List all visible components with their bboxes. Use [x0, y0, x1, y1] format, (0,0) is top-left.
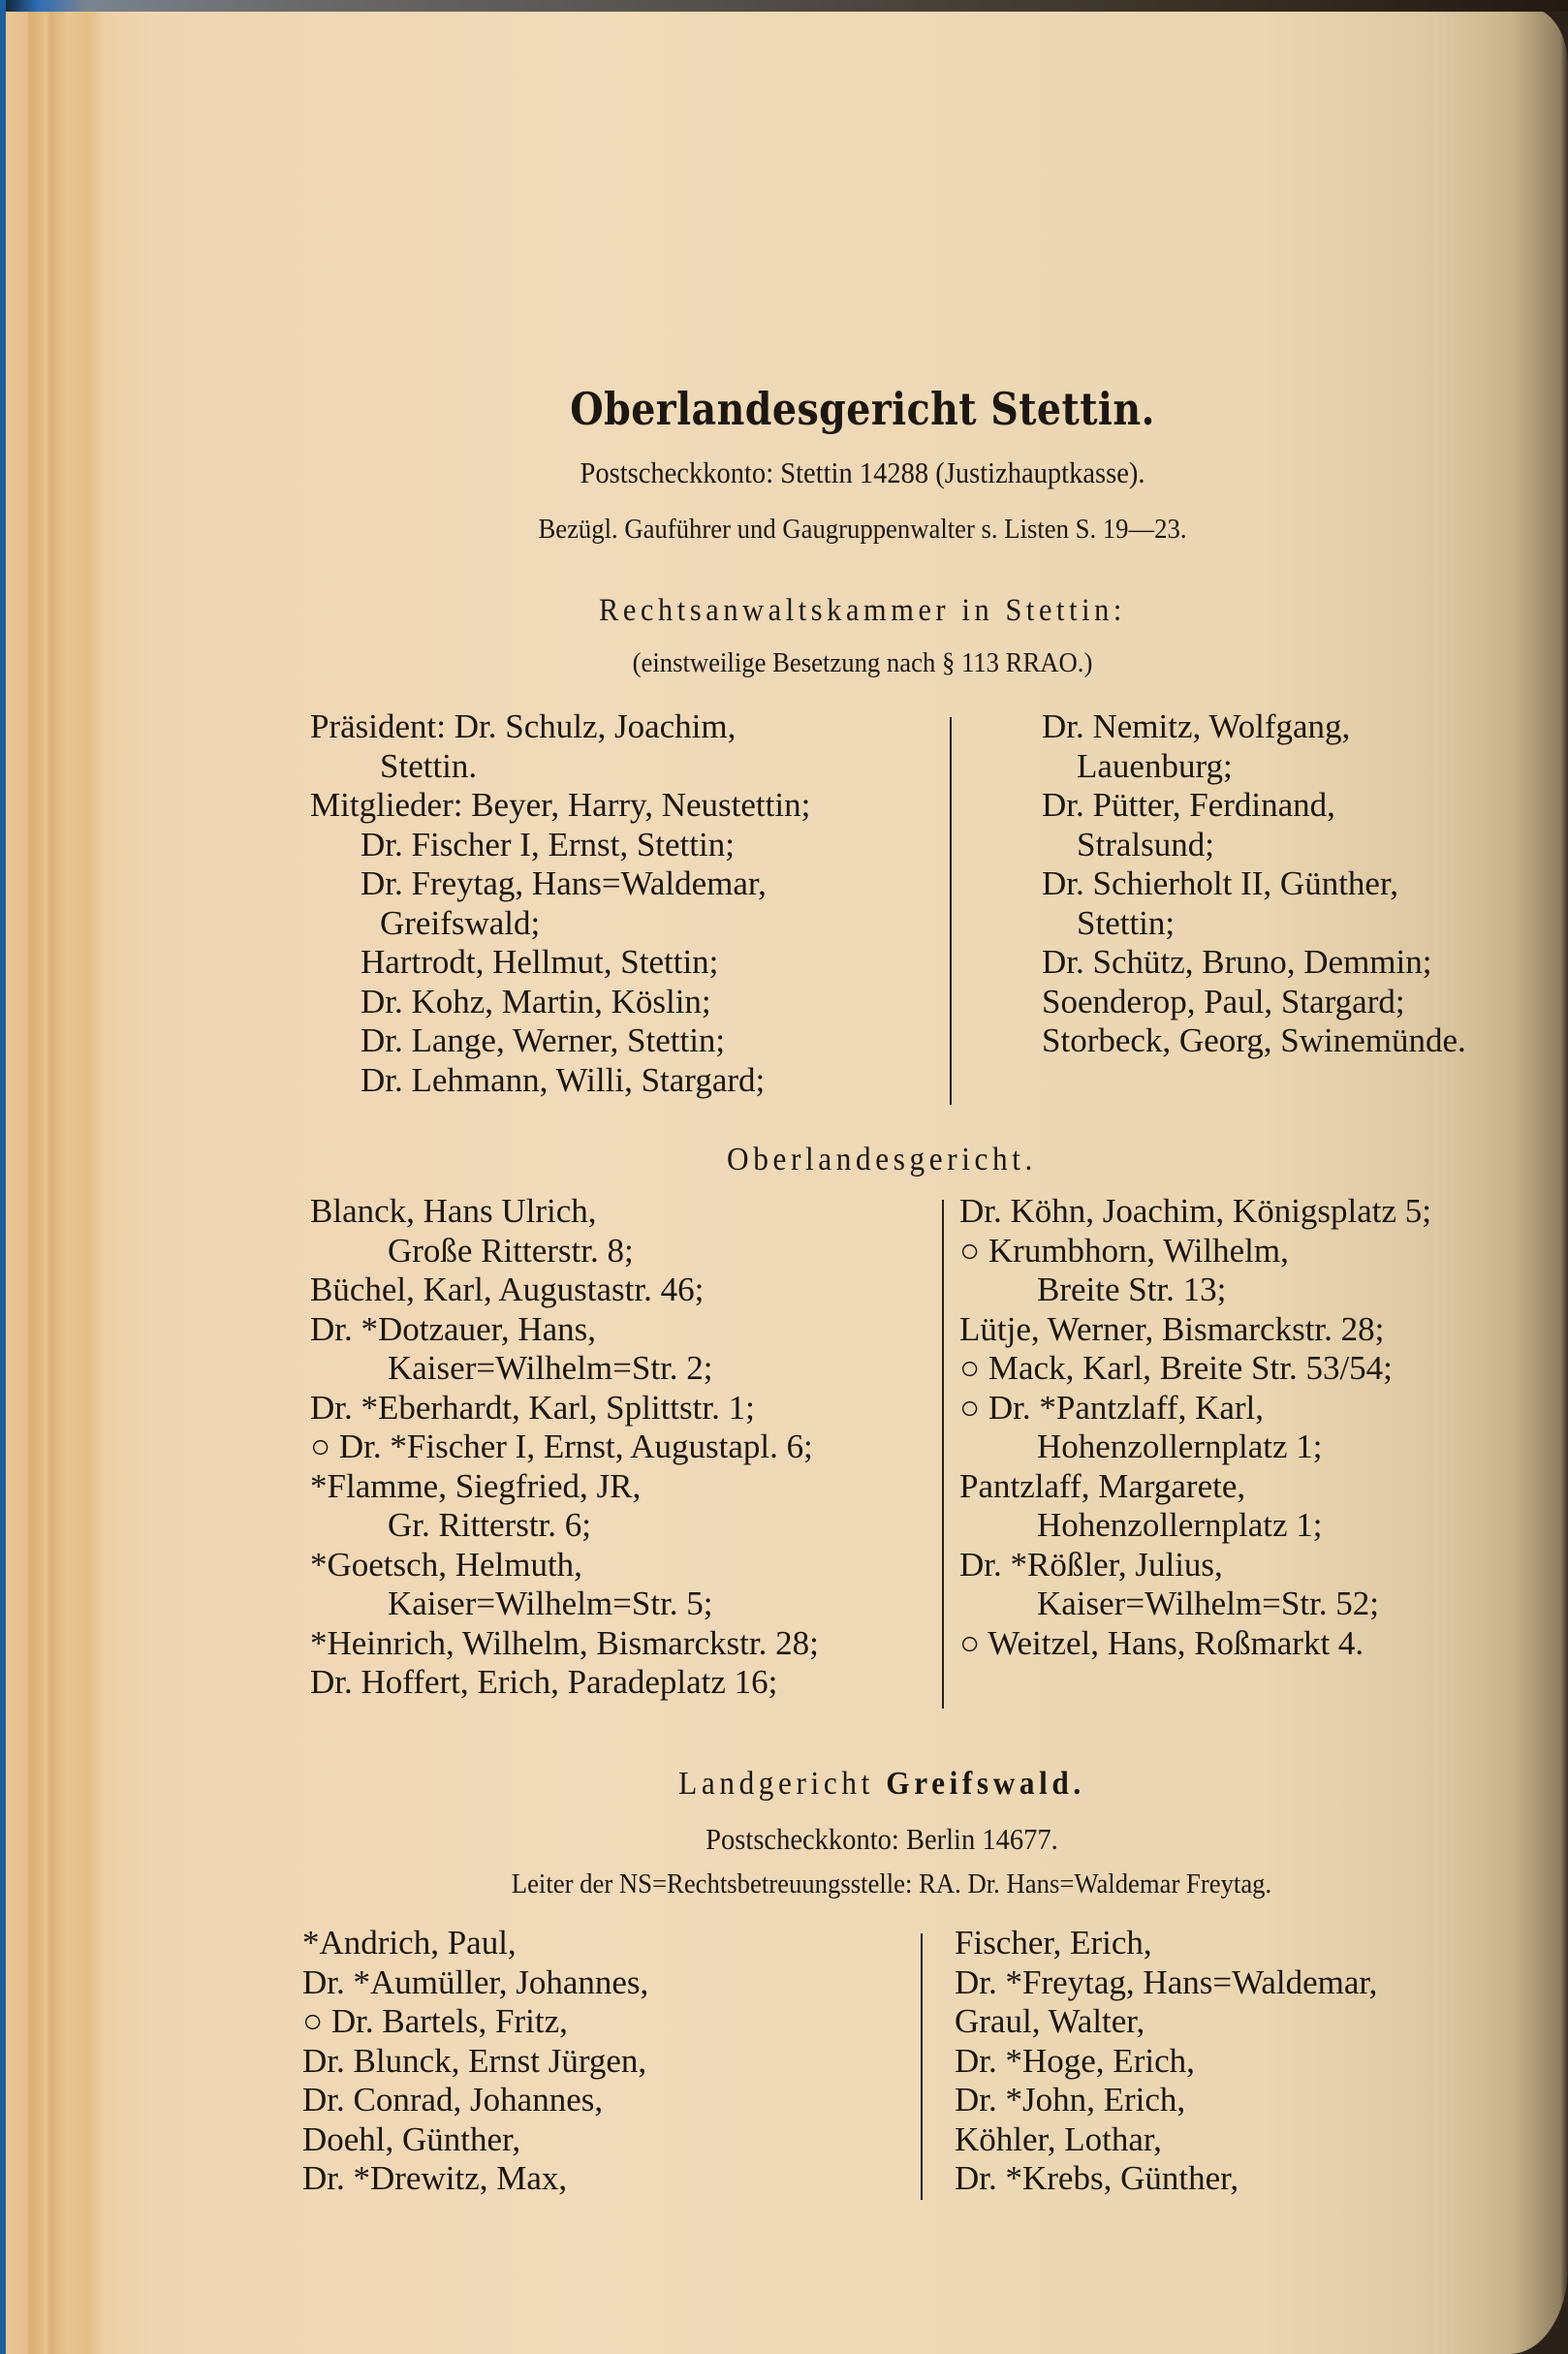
- column-divider: [950, 717, 952, 1105]
- list-entry: Dr. Blunck, Ernst Jürgen,: [302, 2041, 647, 2080]
- list-entry: Dr. Lehmann, Willi, Stargard;: [361, 1060, 766, 1099]
- list-entry: Blanck, Hans Ulrich,: [310, 1192, 597, 1230]
- list-entry: Dr. Nemitz, Wolfgang,: [1042, 707, 1351, 745]
- list-entry: Dr. *Rößler, Julius,: [959, 1545, 1223, 1584]
- list-entry: Dr. *Eberhardt, Karl, Splittstr. 1;: [310, 1388, 755, 1427]
- list-entry: ○ Dr. *Pantzlaff, Karl,: [959, 1388, 1265, 1427]
- list-entry: Dr. Fischer I, Ernst, Stettin;: [361, 825, 735, 863]
- column-divider: [942, 1200, 944, 1709]
- list-entry: Storbeck, Georg, Swinemünde.: [1042, 1021, 1466, 1059]
- kammer-subtitle: (einstweilige Besetzung nach § 113 RRAO.): [632, 647, 1093, 678]
- list-entry: Stettin;: [1077, 903, 1176, 942]
- olg-reference: Bezügl. Gauführer und Gaugruppenwalter s. Listen S. 19—23.: [538, 514, 1187, 545]
- list-entry: Dr. Kohz, Martin, Köslin;: [361, 982, 711, 1020]
- list-entry: Dr. Köhn, Joachim, Königsplatz 5;: [959, 1192, 1432, 1230]
- list-entry: Gr. Ritterstr. 6;: [388, 1506, 591, 1544]
- list-entry: Lütje, Werner, Bismarckstr. 28;: [959, 1309, 1385, 1348]
- list-entry: Dr. *Freytag, Hans=Waldemar,: [955, 1962, 1378, 2001]
- list-entry: Kaiser=Wilhelm=Str. 2;: [388, 1349, 713, 1387]
- list-entry: Soenderop, Paul, Stargard;: [1042, 982, 1405, 1020]
- list-entry: Stettin.: [380, 746, 478, 785]
- list-entry: Dr. Pütter, Ferdinand,: [1042, 786, 1335, 824]
- list-entry: Kaiser=Wilhelm=Str. 5;: [388, 1585, 713, 1622]
- list-entry: Fischer, Erich,: [955, 1924, 1152, 1962]
- list-entry: Dr. Schütz, Bruno, Demmin;: [1042, 943, 1432, 981]
- list-entry: ○ Krumbhorn, Wilhelm,: [959, 1231, 1289, 1270]
- kammer-left-column: [310, 707, 950, 1100]
- lg-title-prefix: Landgericht: [678, 1766, 887, 1802]
- kammer-title: Rechtsanwaltskammer in Stettin:: [599, 593, 1126, 628]
- olg-list-title: Oberlandesgericht.: [727, 1142, 1037, 1177]
- list-entry: Dr. Freytag, Hans=Waldemar,: [361, 864, 767, 902]
- list-entry: Mitglieder: Beyer, Harry, Neustettin;: [310, 786, 811, 824]
- list-entry: Dr. *John, Erich,: [955, 2081, 1186, 2119]
- list-entry: *Andrich, Paul,: [302, 1924, 517, 1962]
- list-entry: ○ Dr. Bartels, Fritz,: [302, 2002, 568, 2040]
- list-entry: Breite Str. 13;: [1037, 1271, 1227, 1308]
- list-entry: Dr. Hoffert, Erich, Paradeplatz 16;: [310, 1663, 778, 1701]
- list-entry: Dr. *Dotzauer, Hans,: [310, 1309, 597, 1348]
- olg-title: Oberlandesgericht Stettin.: [570, 383, 1155, 435]
- list-entry: Präsident: Dr. Schulz, Joachim,: [310, 707, 737, 745]
- lg-title-city: Greifswald.: [886, 1766, 1085, 1802]
- list-entry: ○ Weitzel, Hans, Roßmarkt 4.: [959, 1623, 1364, 1662]
- list-entry: Hohenzollernplatz 1;: [1037, 1506, 1323, 1544]
- list-entry: Büchel, Karl, Augustastr. 46;: [310, 1271, 705, 1308]
- list-entry: ○ Mack, Karl, Breite Str. 53/54;: [959, 1349, 1393, 1387]
- olg-left-column: [310, 1192, 940, 1703]
- list-entry: Dr. *Aumüller, Johannes,: [302, 1962, 649, 2001]
- lg-right-column: [955, 1924, 1555, 2199]
- list-entry: Hartrodt, Hellmut, Stettin;: [361, 943, 719, 981]
- list-entry: Köhler, Lothar,: [955, 2119, 1162, 2158]
- list-entry: Hohenzollernplatz 1;: [1037, 1428, 1323, 1465]
- list-entry: Dr. *Drewitz, Max,: [302, 2159, 568, 2197]
- olg-postscheck: Postscheckkonto: Stettin 14288 (Justizhauptkasse).: [580, 455, 1145, 489]
- column-divider: [921, 1933, 923, 2200]
- list-entry: Dr. Lange, Werner, Stettin;: [361, 1021, 726, 1059]
- list-entry: ○ Dr. *Fischer I, Ernst, Augustapl. 6;: [310, 1428, 813, 1465]
- list-entry: *Goetsch, Helmuth,: [310, 1545, 582, 1584]
- lg-title: [356, 1766, 1408, 1803]
- list-entry: Dr. Conrad, Johannes,: [302, 2081, 604, 2119]
- list-entry: Dr. *Hoge, Erich,: [955, 2041, 1195, 2080]
- list-entry: Graul, Walter,: [955, 2002, 1145, 2040]
- olg-right-column: [959, 1192, 1560, 1663]
- lg-postscheck: Postscheckkonto: Berlin 14677.: [706, 1822, 1058, 1856]
- kammer-right-column: [1042, 707, 1565, 1061]
- list-entry: Dr. Schierholt II, Günther,: [1042, 864, 1398, 902]
- list-entry: Große Ritterstr. 8;: [388, 1231, 634, 1270]
- list-entry: Stralsund;: [1077, 825, 1214, 863]
- list-entry: Greifswald;: [380, 903, 541, 942]
- lg-left-column: [302, 1924, 923, 2199]
- list-entry: Lauenburg;: [1077, 746, 1233, 785]
- list-entry: *Flamme, Siegfried, JR,: [310, 1466, 642, 1505]
- list-entry: Pantzlaff, Margarete,: [959, 1466, 1246, 1505]
- list-entry: Kaiser=Wilhelm=Str. 52;: [1037, 1585, 1380, 1622]
- list-entry: Dr. *Krebs, Günther,: [955, 2159, 1239, 2197]
- list-entry: Doehl, Günther,: [302, 2119, 521, 2158]
- lg-leiter: Leiter der NS=Rechtsbetreuungsstelle: RA. Dr. Hans=Waldemar Freytag.: [511, 1868, 1272, 1899]
- list-entry: *Heinrich, Wilhelm, Bismarckstr. 28;: [310, 1623, 819, 1662]
